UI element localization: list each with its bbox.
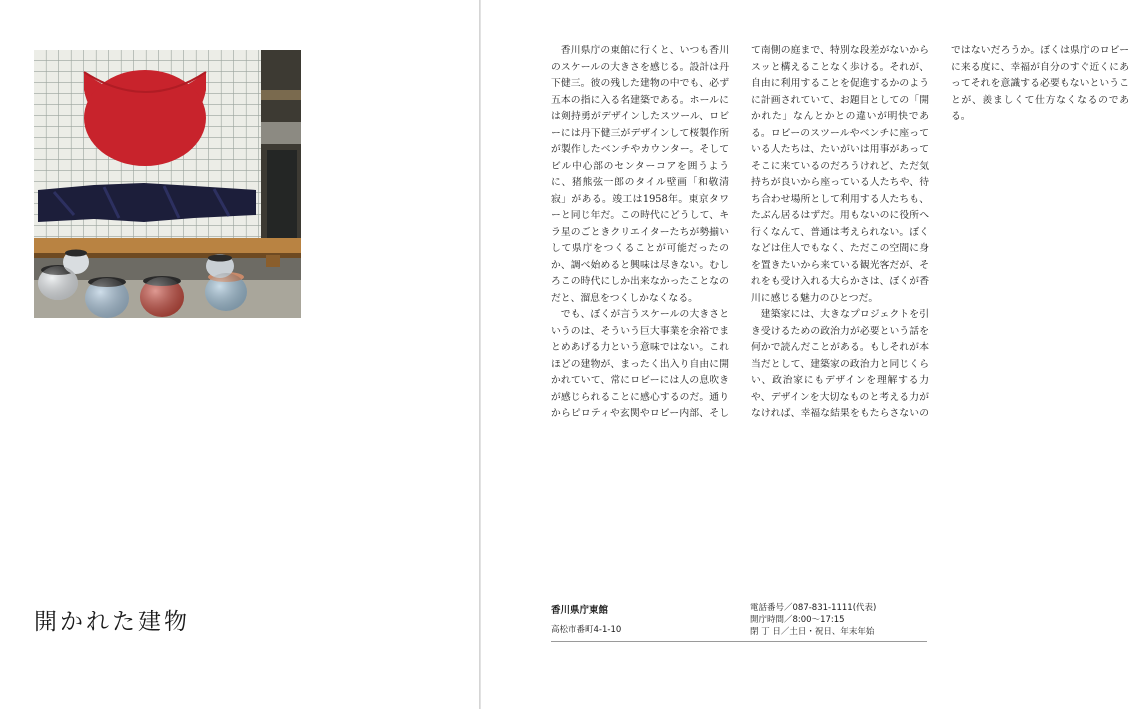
venue-hours: 開庁時間／8:00〜17:15 <box>750 615 845 625</box>
body-paragraph: 建築家には、大きなプロジェクトを引き受けるための政治力が必要という話を何かで読んだことがある。もしそれが本当だとして、建築家の政治力と同じくらい、政治家にもデザインを理解する力や、デザインを大切なものと考える力がなければ、幸福な結果をもたらさないのではないだろうか。ぼくは県庁のロビーに来る度に、幸福が自分のすぐ近くにあってそれを意識する必要もないということが、羨ましくて仕方なくなるのである。 <box>751 45 1129 419</box>
venue-details <box>750 602 876 638</box>
photo-lobby-mural <box>34 50 301 318</box>
right-page <box>481 0 1129 709</box>
page-title: 開かれた建物 <box>34 609 190 635</box>
body-paragraph: でも、ぼくが言うスケールの大きさというのは、そういう巨大事業を余裕でまとめあげる力という意味ではない。これほどの建物が、まったく出入り自由に開かれていて、常にロビーには人の息吹きが感じられることに感心するのだ。通りからピロティや玄関やロビー内部、そして南側の庭まで、特別な段差がないからスッと構えることなく歩ける。それが、自由に利用することを促進するかのように計画されていて、お題目としての「開かれた」なんとかとの違いが明快である。ロビーのスツールやベンチに座っている人たちは、たいがいは用事があってそこに来ているのだろうけれど、ただ気持ちが良いから座っている人たちや、待ち合わせ場所として利用する人たちも、たぶん居るはずだ。用もないのに役所へ行くなんて、普通は考えられない。ぼくなどは住人でもなく、ただこの空間に身を置きたいから来ている観光客だが、それをも受け入れる大らかさは、ぼくが香川に感じる魅力のひとつだ。 <box>551 45 929 419</box>
article-body <box>551 43 1129 428</box>
body-paragraph: 香川県庁の東館に行くと、いつも香川のスケールの大きさを感じる。設計は丹下健三。彼の残した建物の中でも、必ず五本の指に入る名建築である。ホールには剣持勇がデザインしたスツール、ロビーには丹下健三がデザインして桜製作所が製作したベンチやカウンター。そしてビル中心部のセンターコアを囲うように、猪熊弦一郎のタイル壁画「和敬清寂」がある。竣工は1958年。東京タワーと同じ年だ。この時代にどうして、キラ星のごときクリエイターたちが勢揃いして県庁をつくることが可能だったのか、調べ始めると興味は尽きない。むしろこの時代にしか出来なかったことなのだと、溜息をつくしかなくなる。 <box>551 45 729 304</box>
venue-address: 高松市番町4-1-10 <box>551 625 622 635</box>
left-page <box>0 0 479 709</box>
venue-closed-days: 閉 丁 日／土日・祝日、年末年始 <box>750 627 875 637</box>
venue-phone: 電話番号／087-831-1111(代表) <box>750 603 877 613</box>
info-divider <box>551 641 927 642</box>
venue-name: 香川県庁東館 <box>551 605 609 616</box>
